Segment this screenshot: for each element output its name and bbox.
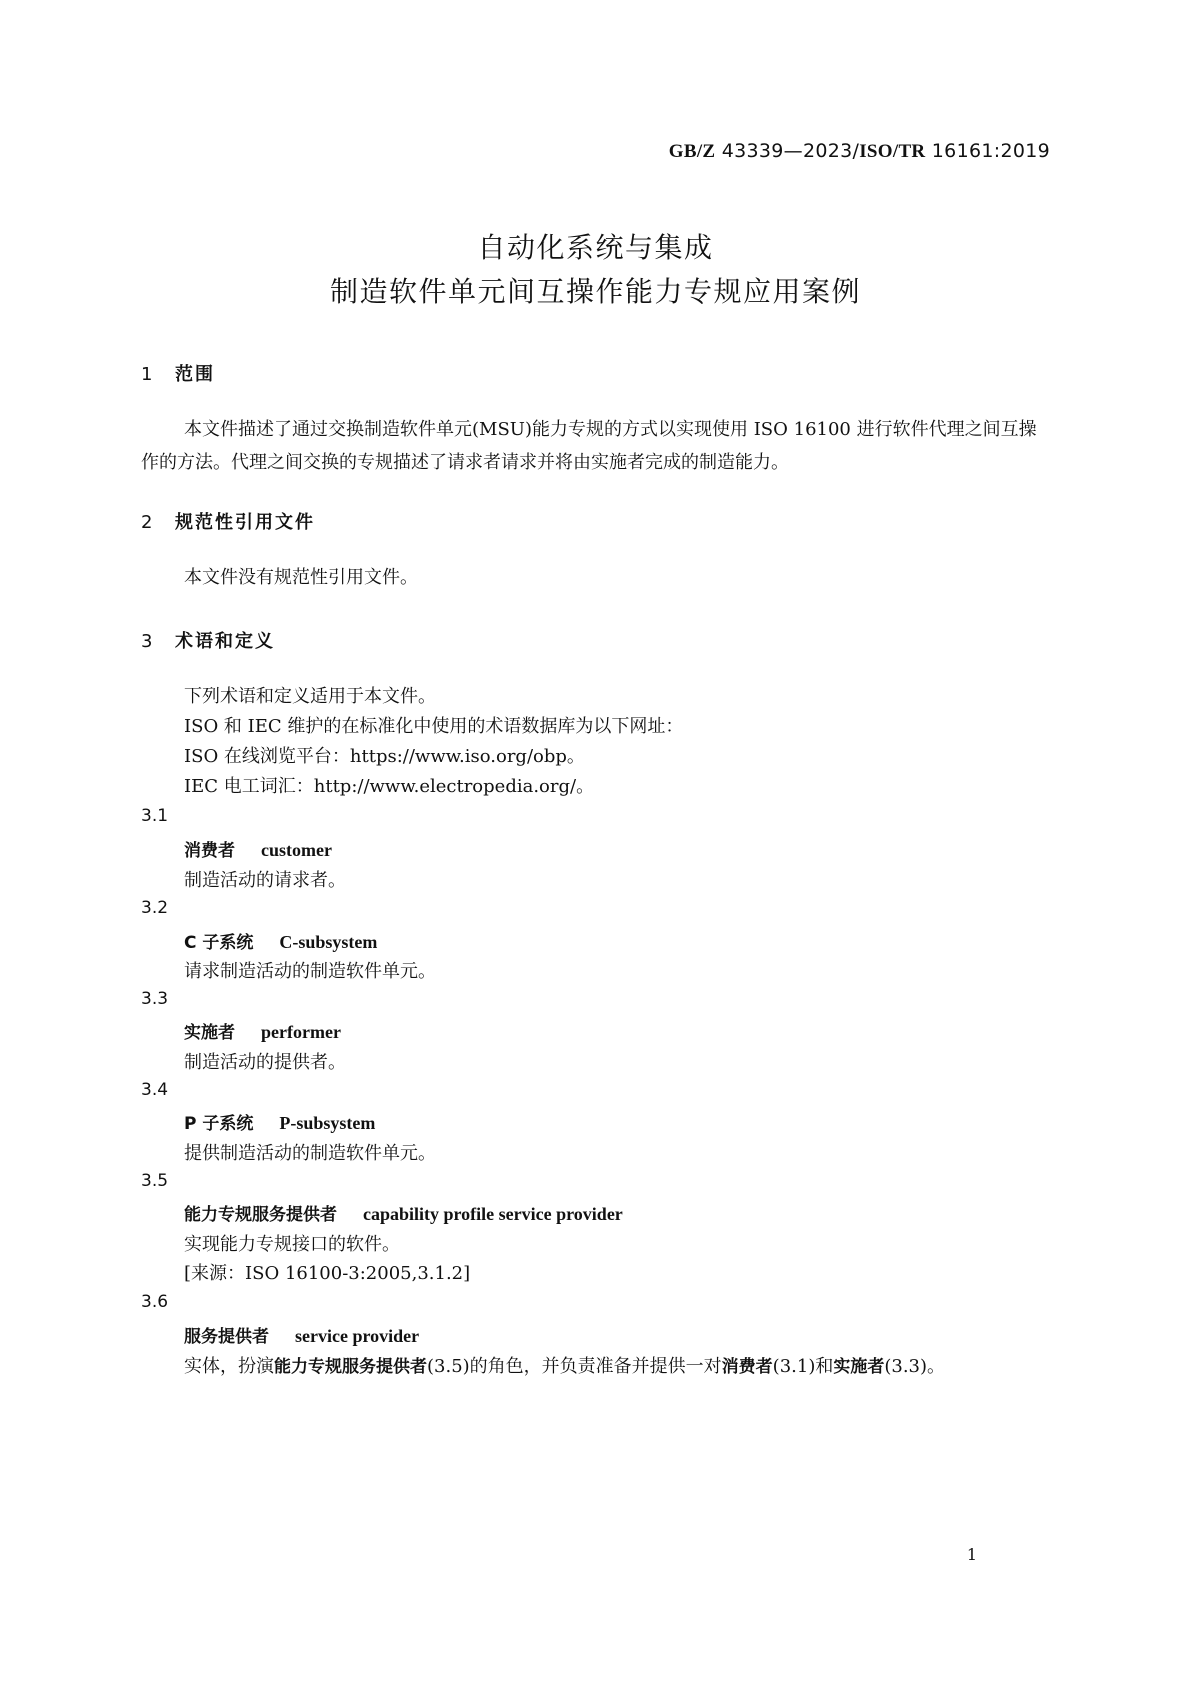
term-zh: P 子系统 bbox=[184, 1114, 254, 1134]
term-reference: 消费者 bbox=[721, 1357, 773, 1377]
term-entry bbox=[184, 1018, 341, 1043]
term-reference: 实施者 bbox=[833, 1357, 885, 1377]
definition-text: 实体，扮演 bbox=[184, 1356, 274, 1377]
section-number: 3 bbox=[141, 631, 153, 652]
section-heading-scope bbox=[141, 360, 215, 386]
term-definition: 实现能力专规接口的软件。 bbox=[184, 1234, 400, 1255]
term-number: 3.3 bbox=[141, 989, 169, 1009]
term-entry bbox=[184, 1322, 419, 1347]
term-number: 3.5 bbox=[141, 1171, 169, 1191]
term-en: C-subsystem bbox=[279, 932, 378, 952]
term-number: 3.2 bbox=[141, 898, 169, 918]
terms-intro-line: IEC 电工词汇：http://www.electropedia.org/。 bbox=[184, 776, 595, 797]
term-entry bbox=[184, 836, 332, 861]
term-entry bbox=[184, 1200, 623, 1225]
term-definition bbox=[184, 1352, 945, 1378]
term-en: service provider bbox=[295, 1326, 420, 1346]
section-heading-terms bbox=[141, 627, 275, 653]
term-en: performer bbox=[261, 1022, 341, 1042]
term-definition: 提供制造活动的制造软件单元。 bbox=[184, 1143, 436, 1164]
term-definition: 请求制造活动的制造软件单元。 bbox=[184, 961, 436, 982]
section-title: 规范性引用文件 bbox=[175, 512, 315, 533]
term-reference: 能力专规服务提供者 bbox=[274, 1357, 427, 1377]
section-title: 范围 bbox=[175, 364, 215, 385]
terms-intro-line: ISO 在线浏览平台：https://www.iso.org/obp。 bbox=[184, 746, 585, 767]
code-prefix: GB/Z bbox=[668, 141, 716, 162]
section-number: 2 bbox=[141, 512, 153, 533]
document-title-line2: 制造软件单元间互操作能力专规应用案例 bbox=[329, 275, 861, 308]
section-number: 1 bbox=[141, 364, 153, 385]
term-zh: 消费者 bbox=[184, 841, 235, 861]
term-number: 3.1 bbox=[141, 806, 169, 826]
term-entry bbox=[184, 1109, 375, 1134]
page-number: 1 bbox=[966, 1545, 977, 1564]
term-zh: C 子系统 bbox=[184, 933, 254, 953]
definition-text: (3.3)。 bbox=[884, 1356, 946, 1377]
terms-intro-line: ISO 和 IEC 维护的在标准化中使用的术语数据库为以下网址： bbox=[184, 716, 684, 737]
term-source: [来源：ISO 16100-3:2005,3.1.2] bbox=[184, 1263, 471, 1284]
term-number: 3.4 bbox=[141, 1080, 169, 1100]
definition-text: (3.5)的角色，并负责准备并提供一对 bbox=[427, 1356, 722, 1377]
terms-intro-line: 下列术语和定义适用于本文件。 bbox=[184, 686, 436, 707]
definition-text: (3.1)和 bbox=[772, 1356, 834, 1377]
code-iso: ISO/TR bbox=[859, 141, 926, 162]
section-heading-normative-references bbox=[141, 508, 315, 534]
term-zh: 服务提供者 bbox=[184, 1327, 269, 1347]
term-definition: 制造活动的请求者。 bbox=[184, 870, 346, 891]
term-zh: 实施者 bbox=[184, 1023, 235, 1043]
code-tail: 16161:2019 bbox=[931, 140, 1050, 162]
term-en: P-subsystem bbox=[279, 1113, 376, 1133]
normative-references-paragraph: 本文件没有规范性引用文件。 bbox=[184, 567, 418, 588]
document-title-line1: 自动化系统与集成 bbox=[477, 231, 714, 264]
term-en: customer bbox=[261, 840, 332, 860]
term-definition: 制造活动的提供者。 bbox=[184, 1052, 346, 1073]
section-title: 术语和定义 bbox=[175, 631, 275, 652]
code-number: 43339—2023/ bbox=[721, 140, 860, 162]
scope-paragraph: 本文件描述了通过交换制造软件单元(MSU)能力专规的方式以实现使用 ISO 16100 进行软件代理之间互操作的方法。代理之间交换的专规描述了请求者请求并将由实施者完成的制造能力。 bbox=[141, 419, 1037, 473]
term-number: 3.6 bbox=[141, 1292, 169, 1312]
standard-code bbox=[669, 140, 1050, 163]
term-en: capability profile service provider bbox=[363, 1204, 623, 1224]
term-entry bbox=[184, 928, 377, 953]
term-zh: 能力专规服务提供者 bbox=[184, 1205, 337, 1225]
